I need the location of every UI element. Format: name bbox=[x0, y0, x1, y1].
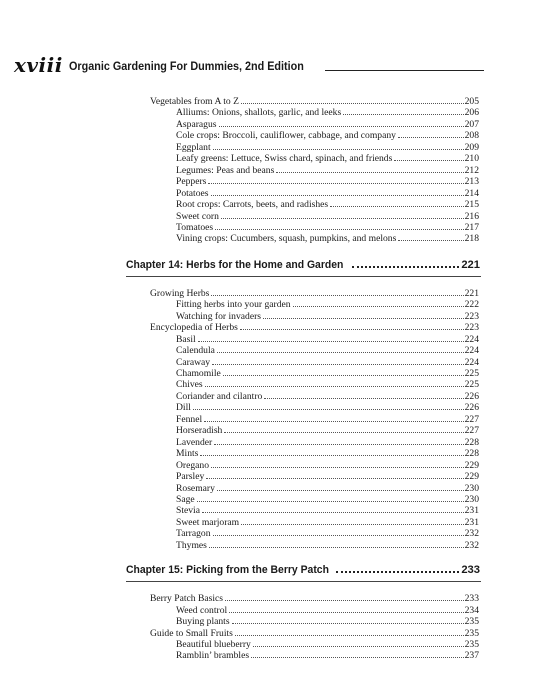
dot-leader bbox=[232, 612, 464, 624]
entry-page-number: 223 bbox=[464, 322, 479, 334]
entry-page-number: 225 bbox=[464, 368, 479, 379]
dot-leader bbox=[208, 172, 463, 184]
dot-leader bbox=[241, 513, 463, 525]
dot-leader bbox=[217, 341, 464, 353]
toc-entry[interactable] bbox=[176, 536, 479, 551]
chapter-title: Chapter 15: Picking from the Berry Patch bbox=[126, 564, 329, 577]
dot-leader bbox=[206, 467, 463, 479]
entry-page-number: 225 bbox=[464, 379, 479, 391]
entry-title: Alliums: Onions, shallots, garlic, and leeks bbox=[176, 107, 342, 119]
entry-title: Sage bbox=[176, 493, 195, 505]
dot-leader bbox=[276, 161, 463, 173]
entry-page-number: 209 bbox=[464, 141, 479, 153]
dot-leader bbox=[223, 364, 464, 376]
dot-leader bbox=[398, 229, 463, 241]
dot-leader bbox=[200, 444, 463, 456]
dot-leader bbox=[241, 92, 464, 104]
entry-page-number: 226 bbox=[464, 390, 479, 402]
entry-title: Tarragon bbox=[176, 528, 211, 540]
entry-page-number: 235 bbox=[464, 616, 479, 628]
entry-page-number: 223 bbox=[464, 310, 479, 322]
entry-title: Weed control bbox=[176, 604, 228, 616]
entry-page-number: 235 bbox=[464, 627, 479, 639]
chapter-14-heading[interactable] bbox=[126, 257, 480, 271]
entry-title: Chives bbox=[176, 379, 203, 391]
entry-title: Peppers bbox=[176, 176, 207, 188]
dot-leader bbox=[263, 307, 464, 319]
entry-page-number: 217 bbox=[464, 221, 479, 233]
entry-page-number: 208 bbox=[464, 130, 479, 142]
dot-leader bbox=[193, 398, 464, 410]
entry-page-number: 227 bbox=[464, 425, 479, 437]
header-rule bbox=[325, 70, 484, 71]
entry-page-number: 228 bbox=[464, 436, 479, 448]
entry-title: Oregano bbox=[176, 459, 210, 471]
entry-page-number: 232 bbox=[464, 528, 479, 540]
toc-entry[interactable] bbox=[176, 229, 479, 244]
chapter-page-number: 233 bbox=[461, 564, 480, 577]
entry-title: Watching for invaders bbox=[176, 310, 262, 322]
entry-title: Coriander and cilantro bbox=[176, 390, 263, 402]
entry-page-number: 226 bbox=[464, 402, 479, 414]
dot-leader bbox=[330, 195, 463, 207]
entry-page-number: 229 bbox=[464, 459, 479, 471]
entry-title: Berry Patch Basics bbox=[150, 593, 224, 605]
entry-page-number: 234 bbox=[464, 604, 479, 616]
dot-leader bbox=[235, 624, 464, 636]
entry-page-number: 230 bbox=[464, 482, 479, 494]
running-header bbox=[14, 52, 484, 77]
entry-page-number: 214 bbox=[464, 187, 479, 199]
dot-leader bbox=[198, 330, 464, 342]
entry-title: Buying plants bbox=[176, 616, 230, 628]
page-number: xviii bbox=[14, 53, 63, 77]
entry-page-number: 230 bbox=[464, 493, 479, 505]
entry-title: Sweet corn bbox=[176, 210, 219, 222]
chapter-title: Chapter 14: Herbs for the Home and Garden bbox=[126, 258, 344, 271]
entry-page-number: 233 bbox=[464, 593, 479, 605]
entry-page-number: 231 bbox=[464, 516, 479, 528]
chapter-page-number: 221 bbox=[461, 258, 480, 271]
entry-title: Fitting herbs into your garden bbox=[176, 299, 291, 311]
dot-leader bbox=[217, 479, 464, 491]
dot-leader bbox=[251, 646, 464, 658]
entry-page-number: 224 bbox=[464, 356, 479, 368]
dot-leader bbox=[215, 218, 463, 230]
entry-title: Potatoes bbox=[176, 187, 209, 199]
dot-leader bbox=[264, 387, 463, 399]
entry-title: Asparagus bbox=[176, 118, 217, 130]
entry-page-number: 213 bbox=[464, 176, 479, 188]
entry-title: Calendula bbox=[176, 345, 215, 357]
entry-title: Cole crops: Broccoli, cauliflower, cabbage, and company bbox=[176, 130, 396, 142]
entry-title: Encyclopedia of Herbs bbox=[150, 322, 238, 334]
entry-title: Beautiful blueberry bbox=[176, 639, 251, 650]
entry-page-number: 215 bbox=[464, 199, 479, 211]
entry-title: Leafy greens: Lettuce, Swiss chard, spinach, and friends bbox=[176, 153, 393, 165]
dot-leader bbox=[352, 257, 460, 268]
dot-leader bbox=[214, 433, 463, 445]
entry-title: Lavender bbox=[176, 436, 213, 448]
entry-page-number: 207 bbox=[464, 118, 479, 130]
entry-page-number: 205 bbox=[464, 96, 479, 107]
dot-leader bbox=[225, 589, 464, 601]
entry-page-number: 227 bbox=[464, 413, 479, 425]
entry-title: Eggplant bbox=[176, 141, 211, 153]
entry-title: Stevia bbox=[176, 505, 200, 517]
entry-page-number: 224 bbox=[464, 333, 479, 345]
dot-leader bbox=[204, 410, 463, 422]
entry-page-number: 228 bbox=[464, 448, 479, 460]
dot-leader bbox=[229, 601, 463, 613]
entry-title: Dill bbox=[176, 402, 191, 414]
entry-title: Vegetables from A to Z bbox=[150, 96, 239, 107]
entry-title: Tomatoes bbox=[176, 221, 214, 233]
entry-title: Horseradish bbox=[176, 425, 223, 437]
dot-leader bbox=[211, 184, 464, 196]
entry-page-number: 235 bbox=[464, 639, 479, 650]
dot-leader bbox=[398, 126, 464, 138]
chapter-15-heading[interactable] bbox=[126, 562, 480, 576]
entry-title: Thymes bbox=[176, 539, 207, 551]
dot-leader bbox=[219, 115, 464, 127]
dot-leader bbox=[211, 456, 464, 468]
dot-leader bbox=[293, 295, 464, 307]
entry-title: Growing Herbs bbox=[150, 287, 210, 299]
entry-title: Vining crops: Cucumbers, squash, pumpkins, and melons bbox=[176, 233, 397, 245]
entry-page-number: 229 bbox=[464, 471, 479, 483]
dot-leader bbox=[336, 562, 459, 573]
dot-leader bbox=[212, 353, 464, 365]
dot-leader bbox=[205, 375, 464, 387]
entry-page-number: 232 bbox=[464, 539, 479, 551]
entry-title: Fennel bbox=[176, 413, 203, 425]
entry-page-number: 224 bbox=[464, 345, 479, 357]
entry-page-number: 212 bbox=[464, 164, 479, 176]
entry-title: Mints bbox=[176, 448, 199, 460]
entry-title: Guide to Small Fruits bbox=[150, 627, 233, 639]
entry-page-number: 221 bbox=[464, 287, 479, 299]
dot-leader bbox=[253, 635, 464, 647]
chapter-rule bbox=[126, 276, 481, 277]
dot-leader bbox=[343, 103, 463, 115]
dot-leader bbox=[240, 318, 464, 330]
entry-title: Legumes: Peas and beans bbox=[176, 164, 275, 176]
entry-page-number: 210 bbox=[464, 153, 479, 165]
entry-title: Chamomile bbox=[176, 368, 221, 379]
entry-title: Root crops: Carrots, beets, and radishes bbox=[176, 199, 329, 211]
dot-leader bbox=[209, 536, 464, 548]
dot-leader bbox=[213, 524, 464, 536]
dot-leader bbox=[224, 421, 463, 433]
entry-title: Ramblin’ brambles bbox=[176, 650, 250, 662]
entry-page-number: 231 bbox=[464, 505, 479, 517]
dot-leader bbox=[394, 149, 463, 161]
entry-page-number: 237 bbox=[464, 650, 479, 662]
dot-leader bbox=[211, 284, 463, 296]
entry-title: Parsley bbox=[176, 471, 205, 483]
toc-entry[interactable] bbox=[176, 646, 479, 661]
dot-leader bbox=[221, 207, 464, 219]
entry-page-number: 206 bbox=[464, 107, 479, 119]
entry-title: Caraway bbox=[176, 356, 211, 368]
entry-page-number: 222 bbox=[464, 299, 479, 311]
entry-title: Rosemary bbox=[176, 482, 215, 494]
entry-title: Sweet marjoram bbox=[176, 516, 240, 528]
dot-leader bbox=[202, 501, 464, 513]
entry-page-number: 216 bbox=[464, 210, 479, 222]
dot-leader bbox=[213, 138, 464, 150]
entry-page-number: 218 bbox=[464, 233, 479, 245]
entry-title: Basil bbox=[176, 333, 196, 345]
chapter-rule bbox=[126, 581, 481, 582]
dot-leader bbox=[197, 490, 464, 502]
book-title: Organic Gardening For Dummies, 2nd Edition bbox=[68, 61, 304, 73]
